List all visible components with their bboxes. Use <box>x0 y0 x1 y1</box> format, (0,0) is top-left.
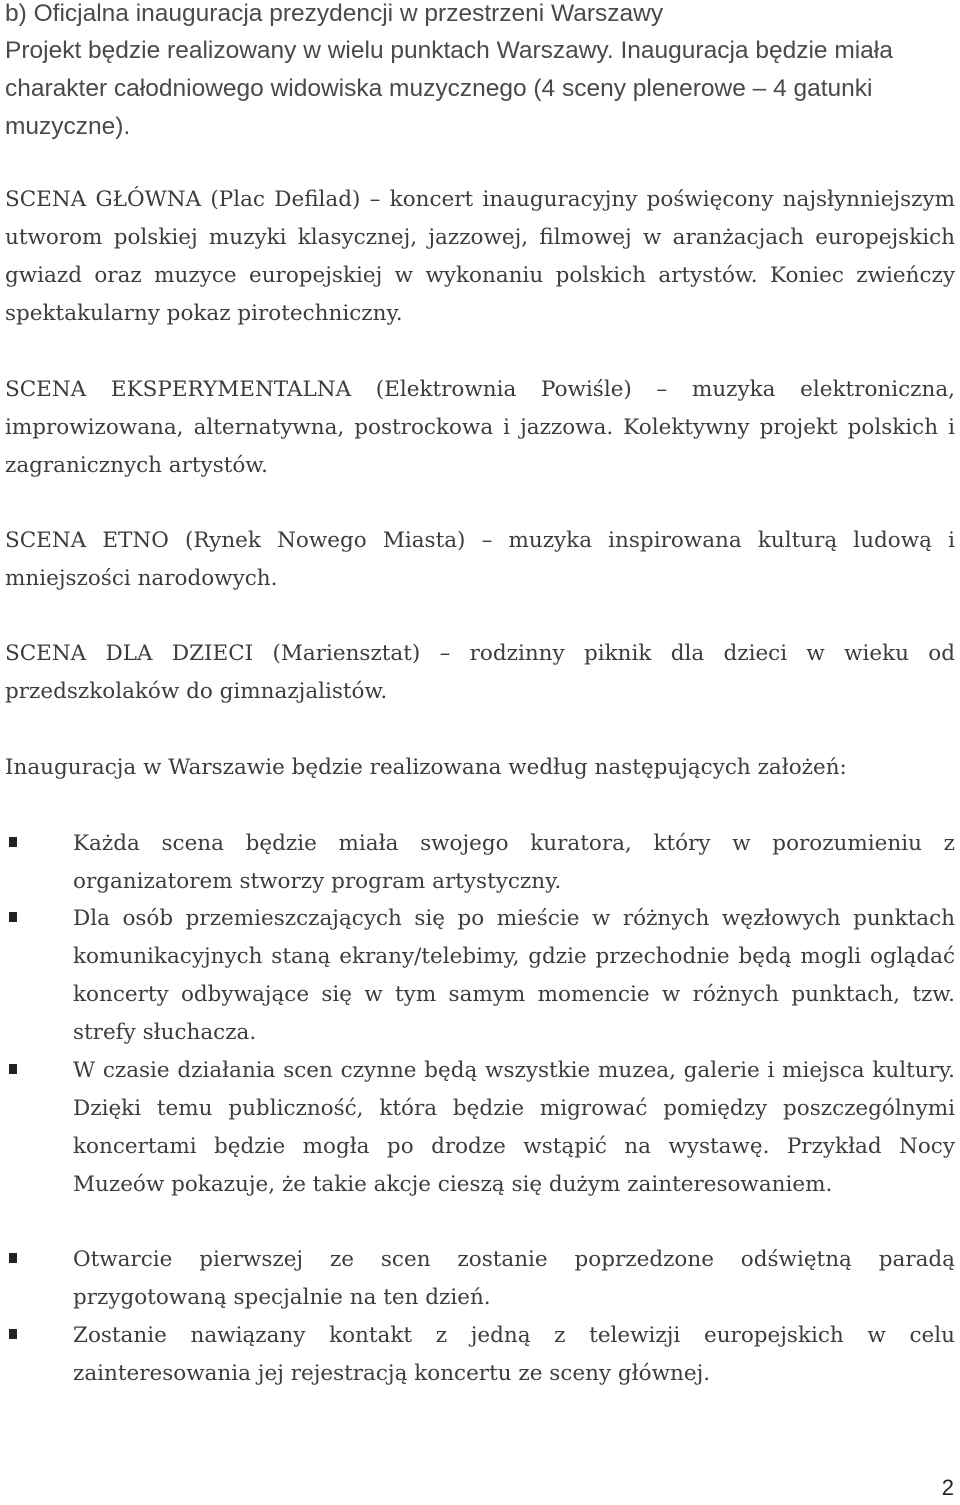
section-heading: b) Oficjalna inauguracja prezydencji w przestrzeni Warszawy <box>5 0 664 27</box>
assumption-text: W czasie działania scen czynne będą wszystkie muzea, galerie i miejsca kultury. Dzięki temu publiczność, która będzie migrować pomiędzy poszczególnymi koncertami będzie mogła po drodze wstąpić na wystawę. Przykład Nocy Muzeów pokazuje, że takie akcje cieszą się dużym zainteresowaniem. <box>73 1058 955 1197</box>
square-bullet-icon <box>9 837 17 847</box>
assumption-text: Każda scena będzie miała swojego kuratora, który w porozumieniu z organizatorem stworzy program artystyczny. <box>73 831 955 894</box>
square-bullet-icon <box>9 1329 17 1339</box>
assumption-text: Zostanie nawiązany kontakt z jedną z telewizji europejskich w celu zainteresowania jej rejestracją koncertu ze sceny głównej. <box>73 1323 955 1386</box>
square-bullet-icon <box>9 1253 17 1263</box>
assumption-text: Dla osób przemieszczających się po mieście w różnych węzłowych punktach komunikacyjnych staną ekrany/telebimy, gdzie przechodnie będą mogli oglądać koncerty odbywające się w tym samym momencie w różnych punktach, tzw. strefy słuchacza. <box>73 906 955 1045</box>
square-bullet-icon <box>9 912 17 922</box>
assumption-text: Otwarcie pierwszej ze scen zostanie poprzedzone odświętną paradą przygotowaną specjalnie na ten dzień. <box>73 1247 955 1310</box>
section-intro: Projekt będzie realizowany w wielu punktach Warszawy. Inauguracja będzie miała charakter całodniowego widowiska muzycznego (4 sceny plenerowe – 4 gatunki muzyczne). <box>5 37 893 140</box>
page-number: 2 <box>941 1475 954 1500</box>
assumptions-intro: Inauguracja w Warszawie będzie realizowana według następujących założeń: <box>5 755 847 780</box>
scene-etno-paragraph: SCENA ETNO (Rynek Nowego Miasta) – muzyka inspirowana kulturą ludową i mniejszości narodowych. <box>5 528 955 591</box>
scene-kids-paragraph: SCENA DLA DZIECI (Mariensztat) – rodzinny piknik dla dzieci w wieku od przedszkolaków do gimnazjalistów. <box>5 641 955 704</box>
scene-experimental-paragraph: SCENA EKSPERYMENTALNA (Elektrownia Powiśle) – muzyka elektroniczna, improwizowana, alternatywna, postrockowa i jazzowa. Kolektywny projekt polskich i zagranicznych artystów. <box>5 377 955 478</box>
scene-main-paragraph: SCENA GŁÓWNA (Plac Defilad) – koncert inauguracyjny poświęcony najsłynniejszym utworom polskiej muzyki klasycznej, jazzowej, filmowej w aranżacjach europejskich gwiazd oraz muzyce europejskiej w wykonaniu polskich artystów. Koniec zwieńczy spektakularny pokaz pirotechniczny. <box>5 187 955 326</box>
square-bullet-icon <box>9 1064 17 1074</box>
